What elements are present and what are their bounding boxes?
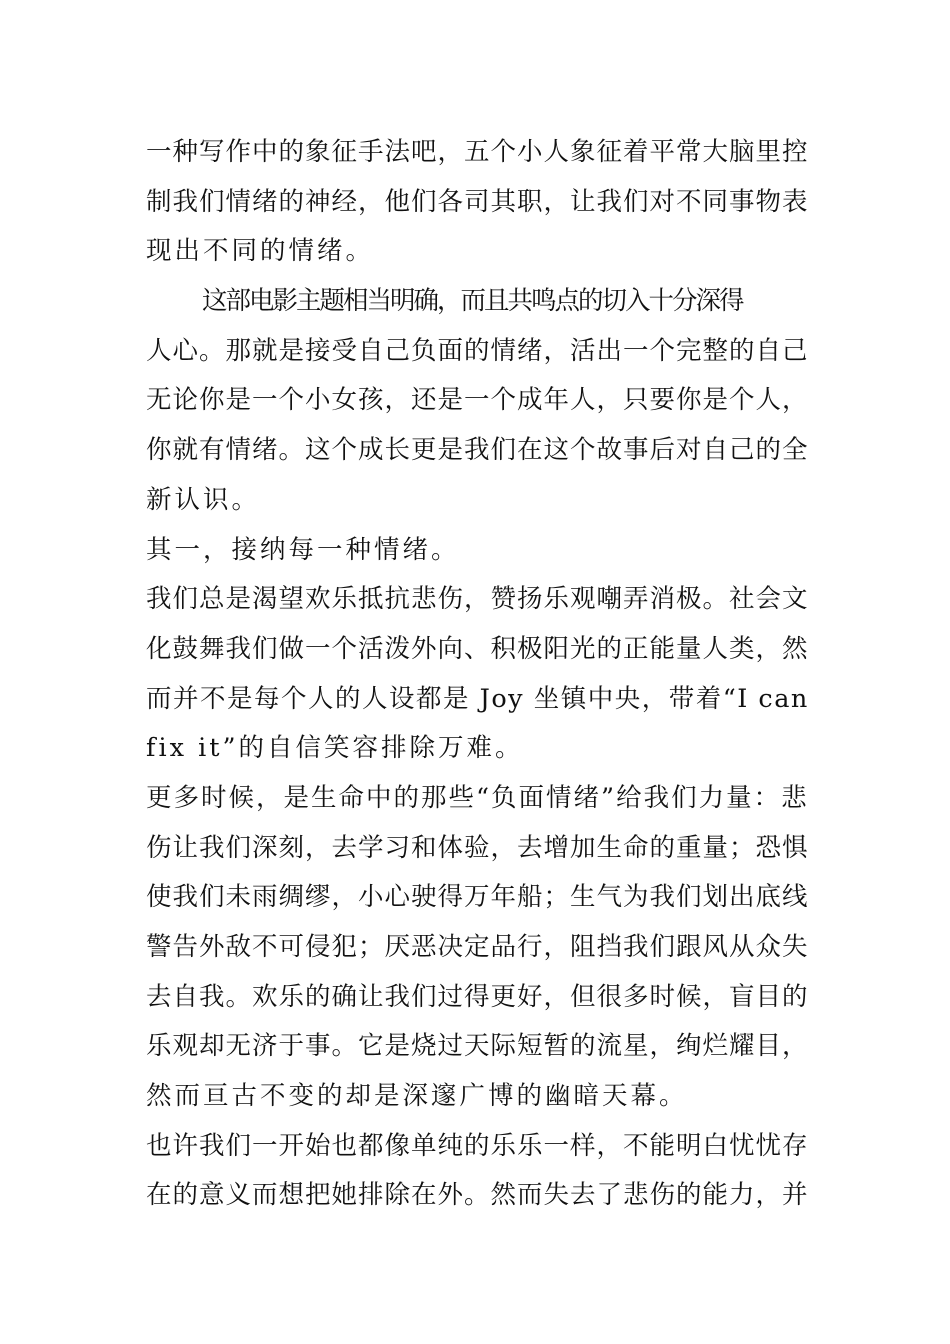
text-line: 现出不同的情绪。: [146, 236, 375, 267]
text-line: 而并不是每个人的人设都是 Joy 坐镇中央，带着“I can: [146, 683, 809, 714]
text-line: fix it”的自信笑容排除万难。: [146, 733, 524, 764]
text-line: 一种写作中的象征手法吧，五个小人象征着平常大脑里控: [146, 137, 809, 167]
text-line: 新认识。: [146, 484, 261, 515]
text-line: 你就有情绪。这个成长更是我们在这个故事后对自己的全: [146, 435, 809, 466]
text-line: 乐观却无济于事。它是烧过天际短暂的流星，绚烂耀目，: [146, 1031, 809, 1062]
text-line: 更多时候，是生命中的那些“负面情绪”给我们力量：悲: [146, 782, 809, 813]
text-line: 人心。那就是接受自己负面的情绪，活出一个完整的自己: [146, 335, 809, 366]
body-text: [146, 128, 808, 1221]
text-line: 化鼓舞我们做一个活泼外向、积极阳光的正能量人类，然: [146, 633, 809, 664]
text-line: 然而亘古不变的却是深邃广博的幽暗天幕。: [146, 1081, 688, 1112]
text-line: 在的意义而想把她排除在外。然而失去了悲伤的能力，并: [146, 1180, 809, 1211]
section-heading: 其一，接纳每一种情绪。: [146, 534, 460, 565]
text-line: 警告外敌不可侵犯；厌恶决定品行，阻挡我们跟风从众失: [146, 932, 809, 962]
text-line: 我们总是渴望欢乐抵抗悲伤，赞扬乐观嘲弄消极。社会文: [146, 584, 809, 615]
text-line: 无论你是一个小女孩，还是一个成年人，只要你是个人，: [146, 385, 809, 416]
text-line: 伤让我们深刻，去学习和体验，去增加生命的重量；恐惧: [146, 832, 809, 863]
text-line: 也许我们一开始也都像单纯的乐乐一样，不能明白忧忧存: [146, 1130, 809, 1161]
text-line: 使我们未雨绸缪，小心驶得万年船；生气为我们划出底线: [146, 882, 809, 913]
text-line: 制我们情绪的神经，他们各司其职，让我们对不同事物表: [146, 186, 809, 217]
text-line: 这部电影主题相当明确，而且共鸣点的切入十分深得: [202, 286, 743, 317]
text-line: 去自我。欢乐的确让我们过得更好，但很多时候，盲目的: [146, 981, 809, 1012]
